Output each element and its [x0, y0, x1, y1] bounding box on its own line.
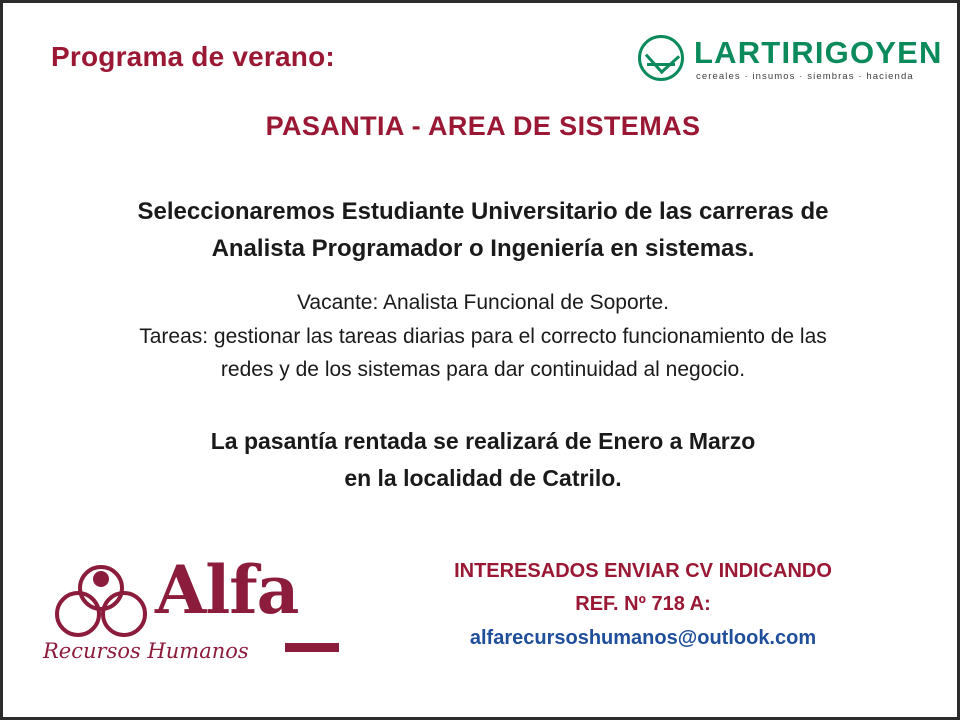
agency-logo-name: Alfa — [155, 551, 299, 629]
poster-header — [3, 31, 960, 101]
lead-line-2: Analista Programador o Ingeniería en sistemas. — [211, 235, 755, 263]
detail-line-3: redes y de los sistemas para dar continuidad al negocio. — [220, 358, 746, 382]
lead-paragraph — [3, 193, 960, 267]
contact-line-2: REF. Nº 718 A: — [575, 593, 711, 615]
trinity-knot-icon — [55, 565, 147, 637]
company-logo — [638, 31, 943, 95]
period-line-2: en la localidad de Catrilo. — [344, 464, 622, 491]
agency-logo-tagline: Recursos Humanos — [43, 639, 249, 663]
detail-line-2: Tareas: gestionar las tareas diarias para el correcto funcionamiento de las — [139, 324, 827, 348]
lead-line-1: Seleccionaremos Estudiante Universitario de las carreras de — [137, 198, 829, 225]
company-logo-name: LARTIRIGOYEN — [694, 35, 943, 70]
poster-headline: PASANTIA - AREA DE SISTEMAS — [265, 111, 701, 141]
contact-block — [363, 555, 923, 650]
detail-paragraph — [3, 286, 960, 387]
check-circle-icon — [638, 35, 684, 81]
period-paragraph — [3, 423, 960, 497]
agency-logo — [37, 551, 337, 680]
detail-line-1: Vacante: Analista Funcional de Soporte. — [296, 291, 670, 314]
contact-line-1: INTERESADOS ENVIAR CV INDICANDO — [454, 560, 832, 582]
agency-logo-rule — [285, 643, 339, 652]
program-title: Programa de verano: — [51, 41, 335, 72]
period-line-1: La pasantía rentada se realizará de Enero a Marzo — [210, 428, 756, 454]
company-logo-tagline: cereales · insumos · siembras · hacienda — [696, 71, 914, 82]
contact-email[interactable]: alfarecursoshumanos@outlook.com — [469, 627, 817, 649]
